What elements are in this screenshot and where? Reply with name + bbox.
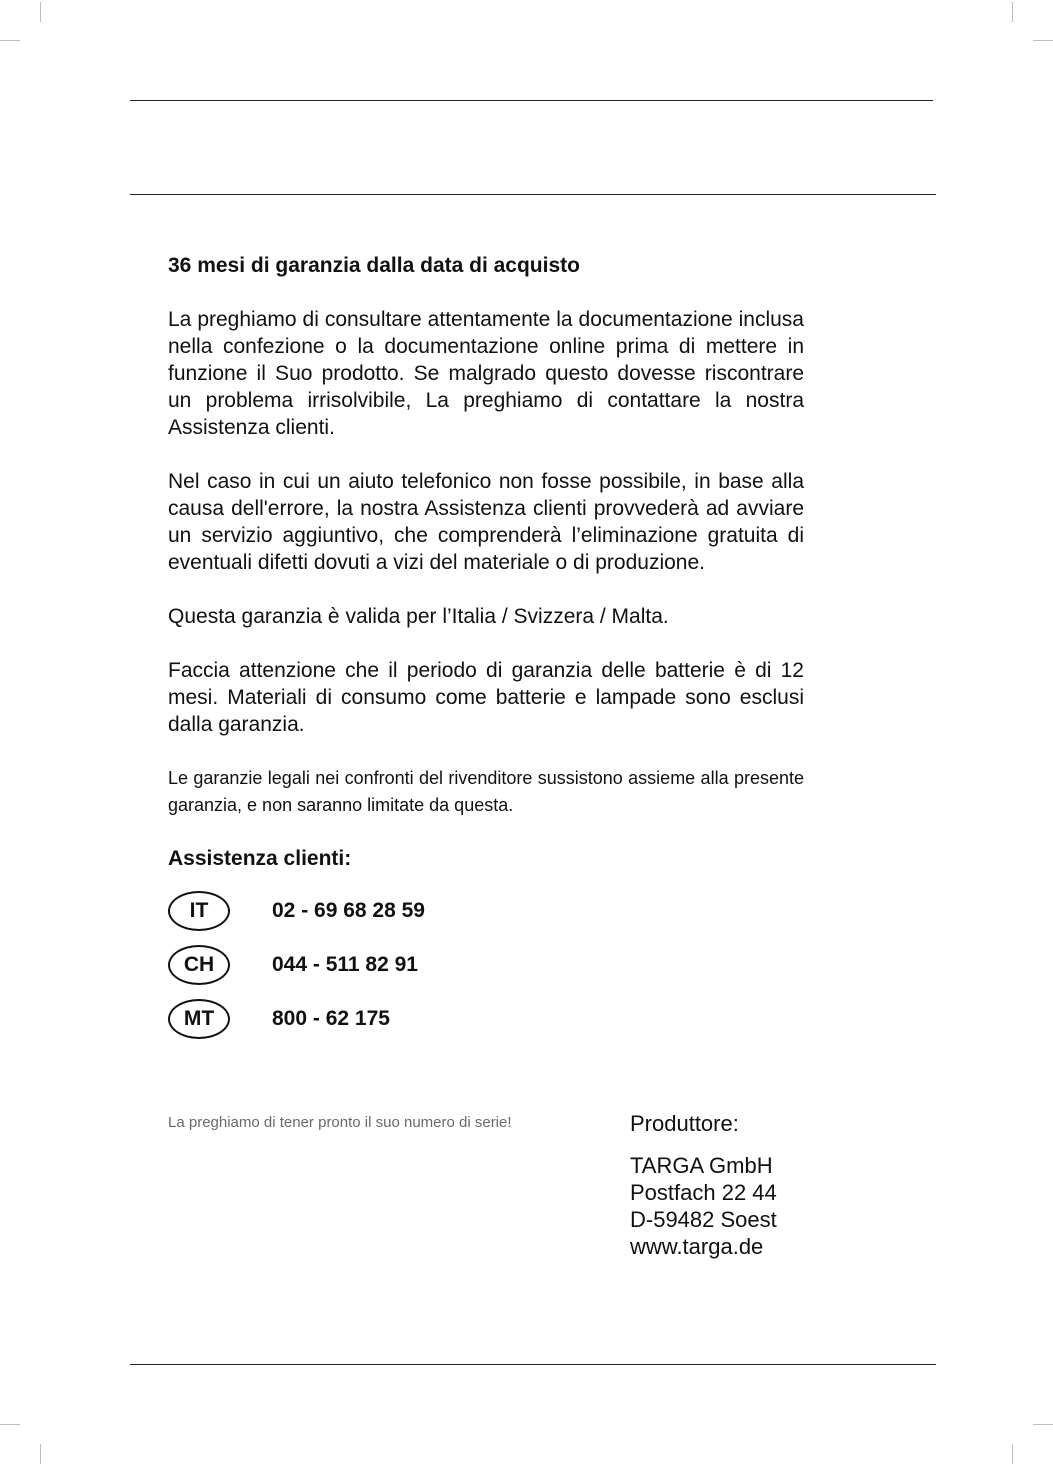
paragraph-batteries: Faccia attenzione che il periodo di garanzia delle batterie è di 12 mesi. Materiali di consumo come batterie e lampade sono esclusi dalla garanzia. <box>168 659 804 736</box>
warranty-content <box>168 252 804 1050</box>
paragraph-validity: Questa garanzia è valida per l’Italia / Svizzera / Malta. <box>168 605 669 628</box>
crop-mark <box>40 2 41 22</box>
country-badge-it: IT <box>168 891 230 931</box>
manufacturer-block <box>630 1110 777 1260</box>
contact-row-it <box>168 888 804 934</box>
crop-mark <box>1012 1444 1013 1464</box>
phone-number-it: 02 - 69 68 28 59 <box>272 899 425 922</box>
country-badge-ch: CH <box>168 945 230 985</box>
paragraph-legal: Le garanzie legali nei confronti del rivenditore sussistono assieme alla presente garanzia, e non saranno limitate da questa. <box>168 768 804 815</box>
crop-mark <box>1033 1424 1053 1425</box>
paragraph-documentation: La preghiamo di consultare attentamente la documentazione inclusa nella confezione o la documentazione online prima di mettere in funzione il Suo prodotto. Se malgrado questo dovesse riscontrare un problema irrisolvibile, La preghiamo di contattare la nostra Assistenza clienti. <box>168 308 804 439</box>
contact-row-ch <box>168 942 804 988</box>
crop-mark <box>0 40 20 41</box>
phone-number-mt: 800 - 62 175 <box>272 1007 390 1030</box>
manufacturer-street: Postfach 22 44 <box>630 1180 777 1205</box>
paragraph-service: Nel caso in cui un aiuto telefonico non fosse possibile, in base alla causa dell'errore, la nostra Assistenza clienti provvederà ad avviare un servizio aggiuntivo, che comprenderà l’eliminazione gratuita di eventuali difetti dovuti a vizi del materiale o di produzione. <box>168 470 804 574</box>
contact-row-mt <box>168 996 804 1042</box>
crop-mark <box>1012 2 1013 22</box>
manufacturer-website: www.targa.de <box>630 1234 764 1259</box>
crop-mark <box>40 1444 41 1464</box>
manufacturer-label: Produttore: <box>630 1111 739 1136</box>
crop-mark <box>1033 40 1053 41</box>
header-rule-bottom <box>130 194 936 195</box>
header-rule-top <box>130 100 933 101</box>
contacts-title: Assistenza clienti: <box>168 847 352 870</box>
manufacturer-city: D-59482 Soest <box>630 1207 777 1232</box>
phone-number-ch: 044 - 511 82 91 <box>272 953 418 976</box>
manufacturer-name: TARGA GmbH <box>630 1153 773 1178</box>
country-badge-mt: MT <box>168 999 230 1039</box>
crop-mark <box>0 1424 20 1425</box>
serial-number-note: La preghiamo di tener pronto il suo numero di serie! <box>168 1114 512 1131</box>
footer-rule <box>130 1364 936 1365</box>
page-title: 36 mesi di garanzia dalla data di acquisto <box>168 254 580 277</box>
